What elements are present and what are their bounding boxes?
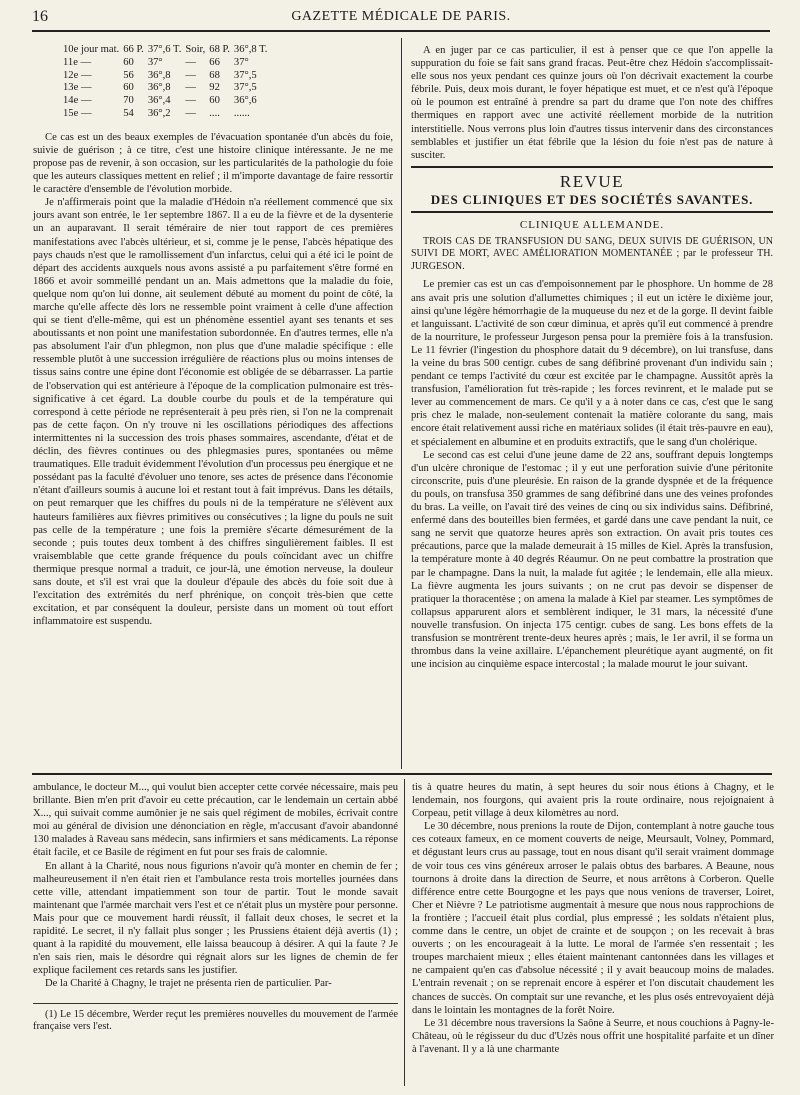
temperature-cell: 60 xyxy=(123,82,134,94)
page-number: 16 xyxy=(32,8,48,25)
temperature-cell: 11e — xyxy=(63,56,92,68)
section-divider xyxy=(32,773,772,775)
column-right-top xyxy=(411,44,773,671)
temperature-cell: 92 xyxy=(209,82,220,94)
revue-title: REVUE xyxy=(559,171,625,191)
temperature-row xyxy=(63,70,271,83)
temperature-cell: 37° xyxy=(233,56,249,68)
paragraph: Le second cas est celui d'une jeune dame de 22 ans, souffrant depuis longtemps d'un ulcère chronique de l'estomac ; il y eut une perforation suivie d'une péritonite circonscrite, puis d'une pleurésie. En raison de la grande dyspnée et de la fréquence du pouls, on transfusa 350 grammes de sang défibriné dans une des veines profondes du bras. La veille, on l'avait tiré des veines de cinq ou six individus sains. Défibriné, enfermé dans des bouteilles bien fermées, et gardé dans une cave pendant la nuit, ce sang ne servit que quatorze heures après son extraction. On avait pris toutes ces précautions, parce que la malade demeurait à 15 milles de Kiel. Après la transfusion, la température monte à 40 degrés Réaumur. On ne peut combattre la prostration que par le champagne. Dans la nuit, la malade fut agitée ; le lendemain, elle alla mieux. La fièvre augmenta les jours suivants ; on ne crut pas devoir se dispenser de pratiquer la thoracentèse ; on amena la malade à Kiel par steamer. Les symptômes de collapsus apparurent alors et semblèrent indiquer, le 31 mars, la nécessité d'une nouvelle transfusion. On injecta 175 centigr. cubes de sang. Les bons effets de la transfusion se montrèrent trente-deux heures après ; mais, le 1er avril, il se forma un thrombus dans la veine axillaire. L'épanchement pleurétique ayant augmenté, on fit une incision au cinquième espace intercostal ; la malade mourut le jour suivant. xyxy=(411,449,773,671)
paragraph: Ce cas est un des beaux exemples de l'évacuation spontanée d'un abcès du foie, suivie de guérison ; à ce titre, c'est une histoire clinique intéressante. Je ne me propose pas de revenir, à son occasion, sur les particularités de la pathologie du foie que les auteurs classiques mettent en relief ; il m'importe davantage de faire ressortir le caractère d'ensemble de l'évolution morbide. xyxy=(33,131,393,196)
temperature-cell: — xyxy=(185,56,196,68)
temperature-row xyxy=(63,57,271,70)
temperature-row xyxy=(63,82,271,95)
paragraph: A en juger par ce cas particulier, il est à penser que ce que l'on appelle la suppuration du foie se fait sans grand fracas. Peut-être chez Hédoin s'accomplissait-elle sous nos yeux pendant ces quinze jours où l'on décrivait exactement la courbe fébrile. Puis, deux mois durant, le foyer hépatique est muet, et ce n'est qu'à l'époque où le poumon est entraîné à prendre sa part du drame que l'on note des chiffres thermiques en rapport avec une activité réellement morbide de la nutrition interstitielle. Nous verrons plus loin d'autres tissus intervenir dans des circonstances semblables et justifier un état fébrile que la lésion du foie n'est pas de nature à susciter. xyxy=(411,45,773,161)
column-divider xyxy=(401,38,402,769)
paragraph: En allant à la Charité, nous nous figurions n'avoir qu'à monter en chemin de fer ; malheureusement il n'en était rien et l'ambulance resta trois mortelles journées dans cette ville, attendant impatiemment son tour de partir. Tout le monde savait maintenant que l'armée marchait vers l'est et ce n'était plus un mystère pour personne. Mais pour que ce mouvement hardi réussît, il fallait deux choses, le secret et la rapidité. Le secret, il n'y fallait plus songer ; les Prussiens étaient déjà avertis (1) ; quant à la rapidité du mouvement, elle laissa beaucoup à désirer. A qui la faute ? Je n'en sais rien, mais le désordre qui régnait alors sur les lignes de chemin de fer explique facilement ces retards sans les justifier. xyxy=(33,860,398,977)
temperature-cell: 36°,8 T. xyxy=(233,44,268,55)
temperature-cell: — xyxy=(185,95,196,107)
temperature-cell: 36°,4 xyxy=(147,95,171,107)
paragraph: Je n'affirmerais point que la maladie d'Hédoin n'a réellement commencé que six jours avant son entrée, le 1er septembre 1867. Il a eu de la fièvre et de la dysenterie un an auparavant. Il serait téméraire de nier tout rapport de ces premières manifestations avec l'abcès ultérieur, et si, comme je le pense, l'abcès hépatique des pays chauds n'est que le ramollissement d'un infarctus, celui qui a été ici le point de départ des accidents auxquels nous avons assisté a pu parfaitement s'être formé en 1866 et avoir sommeillé pendant un an. Mais admettons que la maladie du foie, quelque nom qu'on lui donne, ait seulement débuté au moment du point de côté, la marche qu'elle affecte dès lors ne ressemble point vraiment à celle d'une affection qui se tient d'elle-même, qui est un phénomène essentiel ayant ses tenants et ses aboutissants et non point une manifestation subordonnée. En d'autres termes, elle n'a pas absolument l'air d'un phlegmon, non plus que d'une maladie spécifique : elle ressemble plutôt à une succession irrégulière de réactions plus ou moins intenses de tissus sains contre une épine dont l'économie est obligée de se débarrasser. La partie de l'observation qui est antérieure à l'époque de la complication pulmonaire est très-significative à cet égard. La double courbe du pouls et de la température qui correspond à cette période ne représenterait à peu près rien, si l'on ne la comprenait pas de cette façon. On n'y trouve ni les oscillations périodiques des affections intermittentes ni la succession des trois phases sommaires, ascendante, d'état et de déclin, des fièvres continues ou des phlegmasies pures, spontanées ou même traumatiques. Elle traduit évidemment l'évolution d'un processus peu énergique et ne possédant pas la faculté d'évoluer uno tenore, ses actes de présence dans l'économie n'étant d'ailleurs soumis à aucune loi et restant tout à fait imprévus. Dans les détails, on peut remarquer que les chiffres du pouls ni de la température ne s'élèvent aux hauteurs familières aux fièvres primitives ou consécutives ; la ligne du pouls ne suit pas celle de la température ; une fois la première s'écarte démesurément de la seconde ; puis toutes deux tombent à des chiffres singulièrement faibles. Il est vraisemblable que cette grande fréquence du pouls coïncidant avec un chiffre thermique presque normal a traduit, ce jour-là, une émotion nerveuse, la douleur sans doute, et s'il est vrai que la douleur d'épaule des abcès du foie soit due à l'excitation des extrémités du nerf phrénique, on conçoit très-bien que cette excitation, et par conséquent la douleur, persiste dans un moment où tout effort inflammatoire est suspendu. xyxy=(33,197,393,628)
section-heading: CLINIQUE ALLEMANDE. xyxy=(519,218,665,231)
temperature-cell: 70 xyxy=(123,95,134,107)
temperature-cell: 13e — xyxy=(63,82,92,94)
temperature-cell: 10e jour mat. xyxy=(63,44,120,55)
temperature-cell: 68 P. xyxy=(209,44,230,55)
temperature-cell: 66 P. xyxy=(123,44,144,55)
temperature-table xyxy=(63,44,271,121)
paragraph: De la Charité à Chagny, le trajet ne présenta rien de particulier. Par- xyxy=(45,978,332,990)
column-left-bottom xyxy=(33,781,398,1034)
temperature-cell: 37°,6 T. xyxy=(147,44,182,55)
temperature-cell: 60 xyxy=(209,95,220,107)
paragraph: ambulance, le docteur M..., qui voulut bien accepter cette corvée nécessaire, mais peu brillante. Bien m'en prit d'avoir eu cette précaution, car le lendemain un certain abbé X..., qui suivait comme aumônier je ne sais quel régiment de mobiles, écrivait contre moi au général de division une dénonciation en règle, m'accusant d'avoir abandonné 130 malades à Raveau sans médecin, sans infirmiers et sans médicaments. La réponse était facile, et ce Basile de régiment en fut pour ses frais de calomnie. xyxy=(33,782,398,859)
footnote-rule xyxy=(33,1003,398,1004)
temperature-cell: 60 xyxy=(123,56,134,68)
temperature-cell: 14e — xyxy=(63,95,92,107)
temperature-cell: 68 xyxy=(209,69,220,81)
temperature-cell: 54 xyxy=(123,107,134,119)
column-divider xyxy=(404,779,405,1086)
paragraph: Le 30 décembre, nous prenions la route de Dijon, contemplant à notre gauche tous ces coteaux fameux, en ce moment couverts de neige, Meursault, Volney, Pommard, et dégustant leurs crus au passage, tout en nous disant qu'il serait vraiment dommage de voir tous ces vins généreux arroser le palais obtus des barbares. A Beaune, nous tournons à droite dans la direction de Seurre, et nous arrêtons à Corberon. Quelle différence entre cette Bourgogne et les pays que nous venions de traverser, Loiret, Cher et Nièvre ? Le patriotisme augmentait à mesure que nous nous rapprochions de la frontière ; l'accueil était plus cordial, plus empressé ; les soldats n'étaient plus, comme dans le centre, un objet de crainte et de soupçon ; on les recevait à bras ouverts ; on les encourageait à la lutte. Le moral de l'armée s'en ressentait ; les troupes marchaient mieux ; elles étaient maintenant cantonnées dans les villages et ne campaient qu'en cas d'absolue nécessité ; il y avait beaucoup moins de malades. L'entrain revenait ; on se reprenait encore à espérer et l'on discutait chaudement les chances de succès. On comptait sur une revanche, et les plus osés entrevoyaient déjà dans le lointain les montagnes de la forêt Noire. xyxy=(412,821,774,1016)
temperature-cell: 36°,6 xyxy=(233,95,257,107)
temperature-cell: 37° xyxy=(147,56,163,68)
temperature-row xyxy=(63,44,271,57)
temperature-cell: 37°,5 xyxy=(233,69,257,81)
revue-heading-box xyxy=(411,166,773,213)
temperature-cell: Soir, xyxy=(185,44,206,55)
temperature-cell: 36°,2 xyxy=(147,107,171,119)
footnote: (1) Le 15 décembre, Werder reçut les premières nouvelles du mouvement de l'armée française vers l'est. xyxy=(33,1008,398,1033)
temperature-cell: — xyxy=(185,82,196,94)
temperature-cell: 56 xyxy=(123,69,134,81)
temperature-cell: — xyxy=(185,107,196,119)
article-title: TROIS CAS DE TRANSFUSION DU SANG, DEUX SUIVIS DE GUÉRISON, UN SUIVI DE MORT, AVEC AMÉLIORATION MOMENTANÉE ; par le professeur TH. JURGESON. xyxy=(411,235,773,272)
temperature-cell: — xyxy=(185,69,196,81)
page-header xyxy=(32,6,770,32)
revue-subtitle: DES CLINIQUES ET DES SOCIÉTÉS SAVANTES. xyxy=(430,191,754,207)
column-right-bottom xyxy=(412,781,774,1056)
temperature-cell: 66 xyxy=(209,56,220,68)
paragraph: Le 31 décembre nous traversions la Saône à Seurre, et nous couchions à Pagny-le-Château, où le régisseur du duc d'Uzès nous offrit une hospitalité parfaite et un dîner à l'avenant. Il y a là une charmante xyxy=(412,1017,774,1055)
paragraph: Le premier cas est un cas d'empoisonnement par le phosphore. Un homme de 28 ans avait pris une solution d'allumettes chimiques ; il eut un ictère le dixième jour, ainsi qu'une légère hémorrhagie de la muqueuse du nez et de la gorge. Il devint faible et languissant. L'activité de son cœur diminua, et après qu'il eut commencé à prendre de la nourriture, le professeur Jurgeson pensa pour la première fois à la transfusion. Le 11 février (l'ingestion du phosphore datait du 9 décembre), on lui transfuse, dans la veine du bras 500 centigr. cubes de sang défibriné provenant d'un individu sain ; pendant ce temps l'activité du cœur est excitée par le champagne. Aussitôt après la transfusion, l'amélioration fut très-rapide ; les forces revinrent, et le malade put se lever au commencement de mars. Ce qu'il y a à noter dans ce cas, c'est que le sang pris chez le malade, non-seulement contenait la matière colorante du sang, mais encore était relativement aussi riche en matériaux solides (il était très-pauvre en eau), et spécialement en albumine et en produits extractifs, que le sang d'un cholérique. xyxy=(411,279,773,448)
temperature-cell: 37°,5 xyxy=(233,82,257,94)
temperature-row xyxy=(63,95,271,108)
temperature-cell: .... xyxy=(209,107,220,119)
temperature-cell: 15e — xyxy=(63,107,92,119)
column-left-top xyxy=(33,44,393,628)
temperature-cell: 12e — xyxy=(63,69,92,81)
journal-title: GAZETTE MÉDICALE DE PARIS. xyxy=(291,9,511,24)
temperature-cell: 36°,8 xyxy=(147,82,171,94)
temperature-cell: ...... xyxy=(233,107,250,119)
temperature-cell: 36°,8 xyxy=(147,69,171,81)
paragraph: tis à quatre heures du matin, à sept heures du soir nous étions à Chagny, et le lendemain, nos fourgons, qui avaient pris la route ordinaire, nous rejoignaient à Corpeau, petit village à deux kilomètres au nord. xyxy=(412,782,774,820)
temperature-row xyxy=(63,108,271,121)
